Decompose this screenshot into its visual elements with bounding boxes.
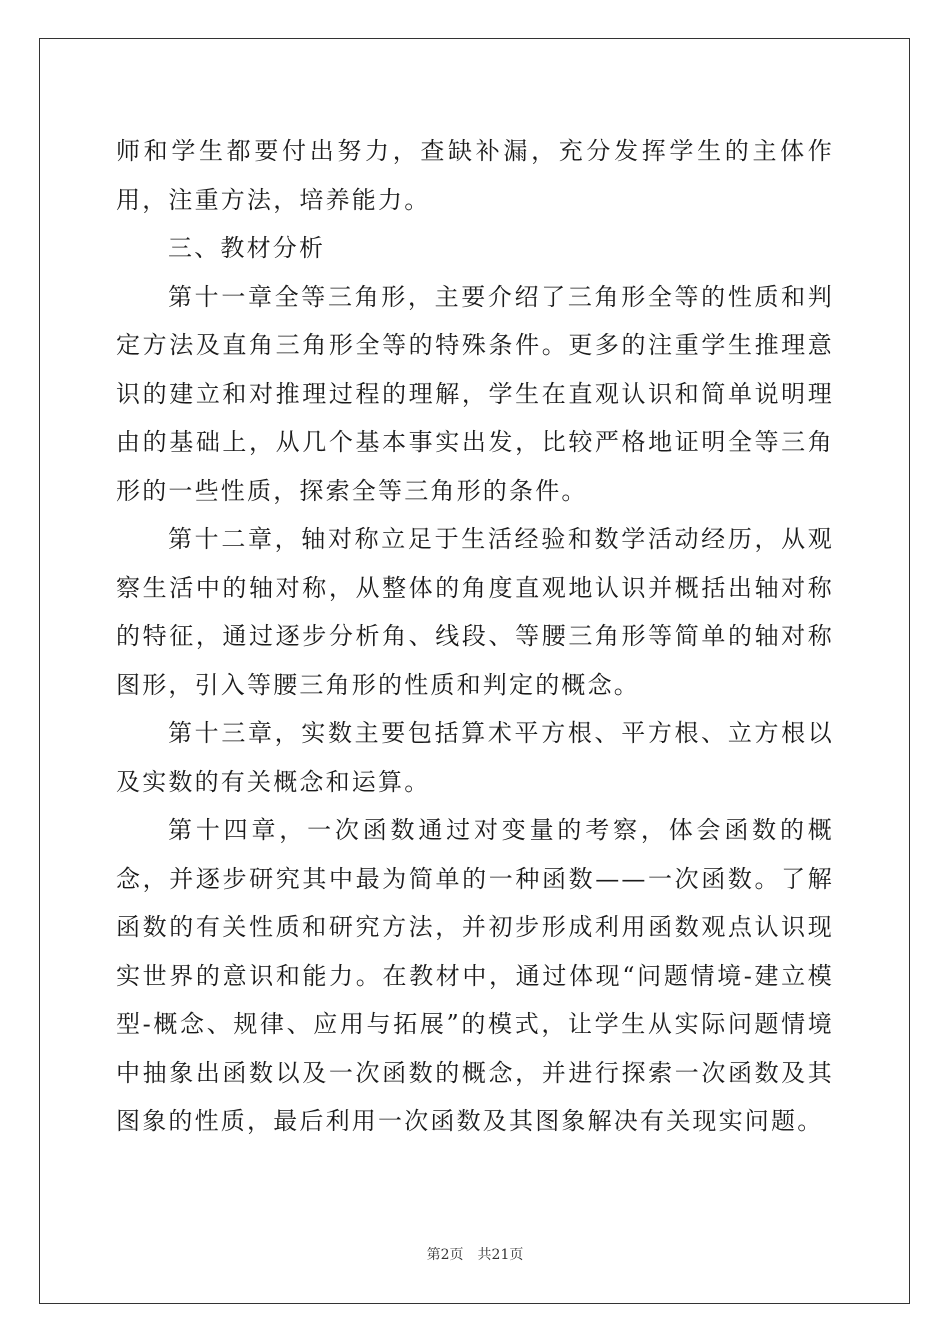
page-number: 第2页 [426, 1247, 464, 1263]
paragraph-chapter-12: 第十二章，轴对称立足于生活经验和数学活动经历，从观察生活中的轴对称，从整体的角度直观地认识并概括出轴对称的特征，通过逐步分析角、线段、等腰三角形等简单的轴对称图形，引入等腰三角形的性质和判定的概念。 [116, 525, 834, 699]
paragraph-chapter-13: 第十三章，实数主要包括算术平方根、平方根、立方根以及实数的有关概念和运算。 [116, 719, 834, 796]
page-footer [0, 1244, 950, 1264]
paragraph-chapter-14: 第十四章，一次函数通过对变量的考察，体会函数的概念，并逐步研究其中最为简单的一种函数——一次函数。了解函数的有关性质和研究方法，并初步形成利用函数观点认识现实世界的意识和能力。在教材中，通过体现“问题情境-建立模型-概念、规律、应用与拓展”的模式，让学生从实际问题情境中抽象出函数以及一次函数的概念，并进行探索一次函数及其图象的性质，最后利用一次函数及其图象解决有关现实问题。 [116, 816, 834, 1135]
paragraph-continuation: 师和学生都要付出努力，查缺补漏，充分发挥学生的主体作用，注重方法，培养能力。 [116, 137, 834, 214]
section-heading-textbook-analysis: 三、教材分析 [168, 234, 326, 262]
page-total: 共21页 [477, 1247, 524, 1263]
paragraph-chapter-11: 第十一章全等三角形，主要介绍了三角形全等的性质和判定方法及直角三角形全等的特殊条件。更多的注重学生推理意识的建立和对推理过程的理解，学生在直观认识和简单说明理由的基础上，从几个基本事实出发，比较严格地证明全等三角形的一些性质，探索全等三角形的条件。 [116, 282, 834, 505]
document-body [116, 127, 834, 1146]
